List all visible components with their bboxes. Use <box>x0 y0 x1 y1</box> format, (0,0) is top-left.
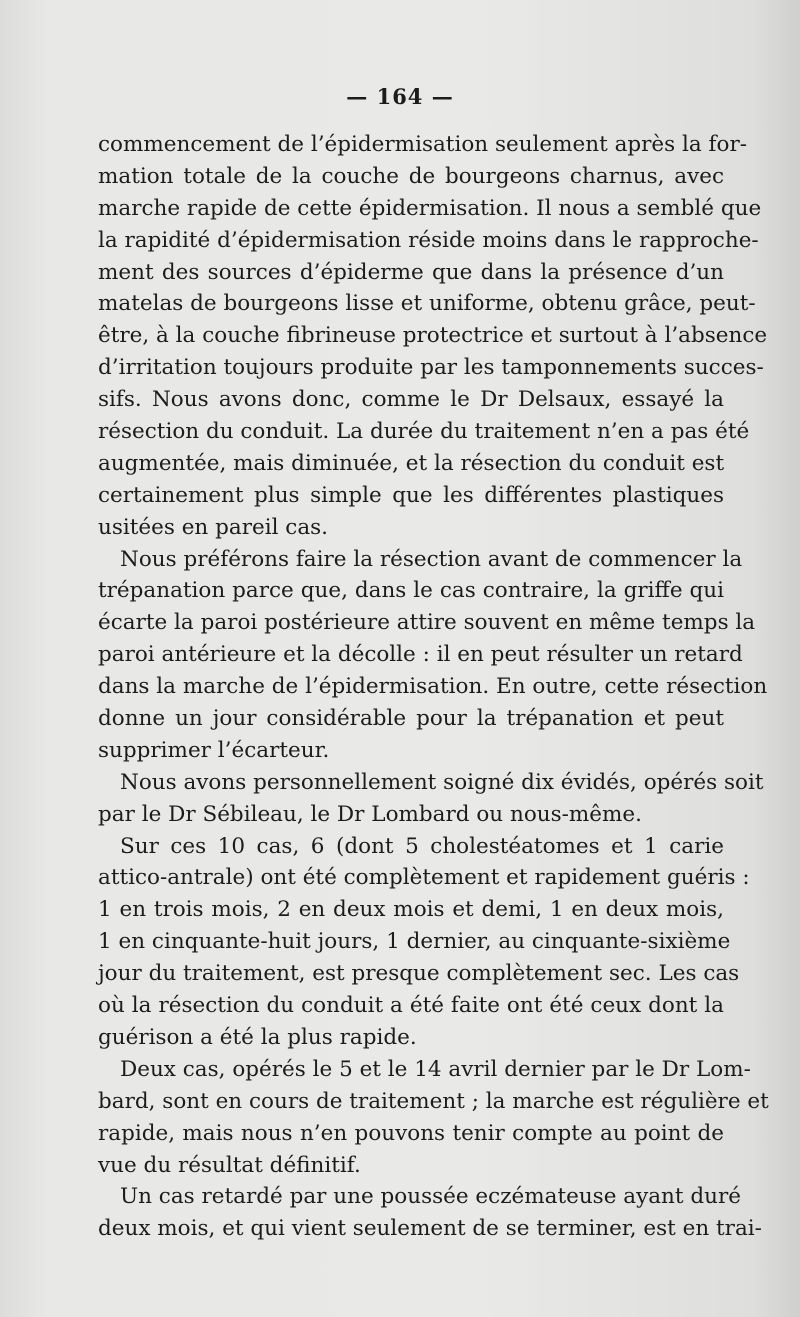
text-line: 1 en cinquante-huit jours, 1 dernier, au cinquante-sixième <box>98 929 731 955</box>
text-line: la rapidité d’épidermisation réside moins dans le rapproche- <box>98 227 759 253</box>
text-line: augmentée, mais diminuée, et la résection du conduit est <box>98 450 725 476</box>
paragraph <box>98 1181 762 1245</box>
text-line: jour du traitement, est presque complètement sec. Les cas <box>98 961 740 987</box>
text-line: d’irritation toujours produite par les tamponnements succes- <box>98 355 764 381</box>
body-text <box>98 129 769 1245</box>
text-line: trépanation parce que, dans le cas contraire, la griffe qui <box>98 578 724 604</box>
text-line: être, à la couche fibrineuse protectrice et surtout à l’absence <box>98 323 768 349</box>
text-line: ment des sources d’épiderme que dans la présence d’un <box>98 259 724 285</box>
text-line: écarte la paroi postérieure attire souvent en même temps la <box>98 610 756 636</box>
text-line: mation totale de la couche de bourgeons charnus, avec <box>98 163 724 189</box>
paragraph <box>98 1054 769 1182</box>
text-line: paroi antérieure et la décolle : il en peut résulter un retard <box>98 642 743 668</box>
paragraph <box>98 767 764 831</box>
text-line: Nous préférons faire la résection avant de commencer la <box>120 546 743 572</box>
paragraph <box>98 831 750 1054</box>
text-line: donne un jour considérable pour la trépanation et peut <box>98 706 724 732</box>
text-line: usitées en pareil cas. <box>98 514 329 540</box>
text-line: résection du conduit. La durée du traitement n’en a pas été <box>98 419 750 445</box>
text-line: 1 en trois mois, 2 en deux mois et demi, 1 en deux mois, <box>98 897 724 923</box>
text-line: vue du résultat définitif. <box>98 1152 361 1178</box>
text-line: bard, sont en cours de traitement ; la marche est régulière et <box>98 1088 769 1114</box>
text-line: Nous avons personnellement soigné dix évidés, opérés soit <box>120 769 764 795</box>
text-line: dans la marche de l’épidermisation. En outre, cette résection <box>98 674 768 700</box>
text-line: rapide, mais nous n’en pouvons tenir compte au point de <box>98 1120 724 1146</box>
text-line: où la résection du conduit a été faite ont été ceux dont la <box>98 993 724 1019</box>
text-line: Deux cas, opérés le 5 et le 14 avril dernier par le Dr Lom- <box>120 1056 751 1082</box>
text-line: Sur ces 10 cas, 6 (dont 5 cholestéatomes et 1 carie <box>120 833 724 859</box>
text-line: sifs. Nous avons donc, comme le Dr Delsaux, essayé la <box>98 387 724 413</box>
text-line: par le Dr Sébileau, le Dr Lombard ou nous-même. <box>98 801 642 827</box>
text-line: commencement de l’épidermisation seulement après la for- <box>98 132 747 157</box>
text-line: matelas de bourgeons lisse et uniforme, obtenu grâce, peut- <box>98 291 756 317</box>
paragraph <box>98 129 768 544</box>
text-line: attico-antrale) ont été complètement et rapidement guéris : <box>98 865 750 891</box>
text-line: Un cas retardé par une poussée eczémateuse ayant duré <box>120 1184 741 1210</box>
text-line: deux mois, et qui vient seulement de se terminer, est en trai- <box>98 1216 762 1242</box>
text-line: supprimer l’écarteur. <box>98 737 330 763</box>
text-line: certainement plus simple que les différentes plastiques <box>98 482 724 508</box>
paragraph <box>98 544 768 767</box>
text-line: guérison a été la plus rapide. <box>98 1024 417 1050</box>
text-line: marche rapide de cette épidermisation. Il nous a semblé que <box>98 195 762 221</box>
page-number: — 164 — <box>346 84 454 109</box>
